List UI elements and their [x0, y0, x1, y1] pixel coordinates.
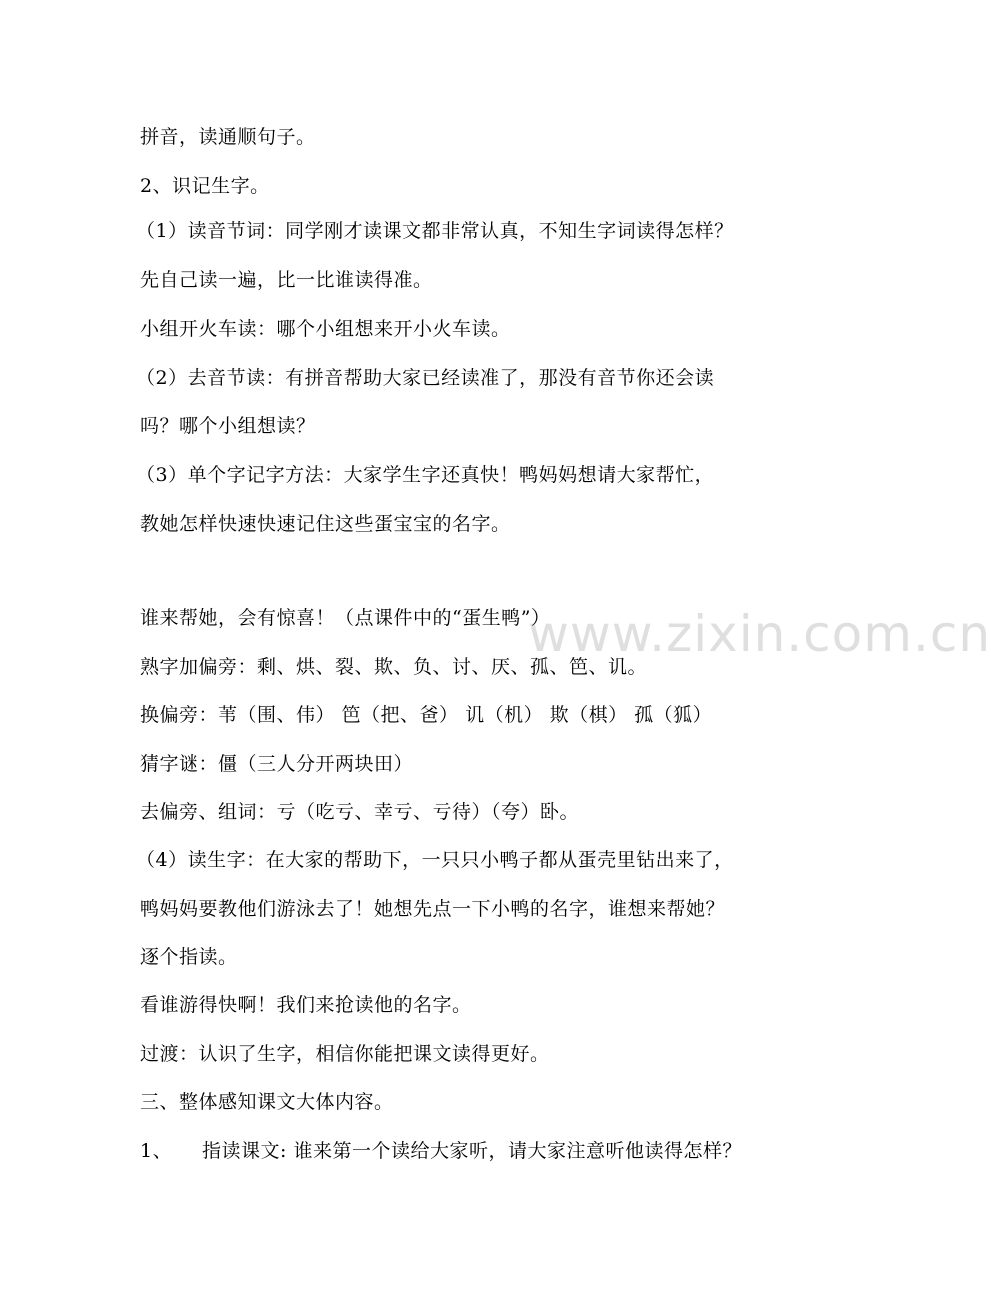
text-line: 过渡：认识了生字，相信你能把课文读得更好。	[140, 1043, 550, 1065]
list-number: 1、	[140, 1140, 173, 1162]
text-line: 三、整体感知课文大体内容。	[140, 1091, 394, 1113]
text-line: （4）读生字：在大家的帮助下，一只只小鸭子都从蛋壳里钻出来了，	[136, 849, 734, 871]
text-line: （3）单个字记字方法：大家学生字还真快！鸭妈妈想请大家帮忙，	[136, 464, 715, 486]
text-line: 猜字谜：僵（三人分开两块田）	[140, 753, 414, 775]
watermark: www.zixin.com.cn	[528, 605, 991, 663]
text-line: 鸭妈妈要教他们游泳去了！她想先点一下小鸭的名字，谁想来帮她？	[140, 898, 726, 920]
text-line: （2）去音节读：有拼音帮助大家已经读准了，那没有音节你还会读	[136, 367, 715, 389]
text-line: 拼音，读通顺句子。	[140, 126, 316, 148]
text-line: 先自己读一遍，比一比谁读得准。	[140, 269, 433, 291]
text-line: 看谁游得快啊！我们来抢读他的名字。	[140, 994, 472, 1016]
text-line: 熟字加偏旁：剩、烘、裂、欺、负、讨、厌、孤、笆、讥。	[140, 656, 648, 678]
text-line: 小组开火车读：哪个小组想来开小火车读。	[140, 318, 511, 340]
numbered-line	[140, 1138, 742, 1164]
text-line: 逐个指读。	[140, 946, 238, 968]
list-text: 指读课文: 谁来第一个读给大家听，请大家注意听他读得怎样？	[202, 1140, 742, 1162]
text-line: 换偏旁：苇（围、伟） 笆（把、爸） 讥（机） 欺（棋） 孤（狐）	[140, 704, 713, 726]
text-line: （1）读音节词：同学刚才读课文都非常认真，不知生字词读得怎样？	[136, 220, 734, 242]
text-line: 去偏旁、组词：亏（吃亏、幸亏、亏待）（夸）卧。	[140, 801, 580, 823]
text-line: 2、识记生字。	[140, 175, 270, 197]
text-line: 谁来帮她，会有惊喜！（点课件中的“蛋生鸭”）	[140, 607, 551, 629]
text-line: 教她怎样快速快速记住这些蛋宝宝的名字。	[140, 513, 511, 535]
text-line: 吗？哪个小组想读？	[140, 415, 316, 437]
